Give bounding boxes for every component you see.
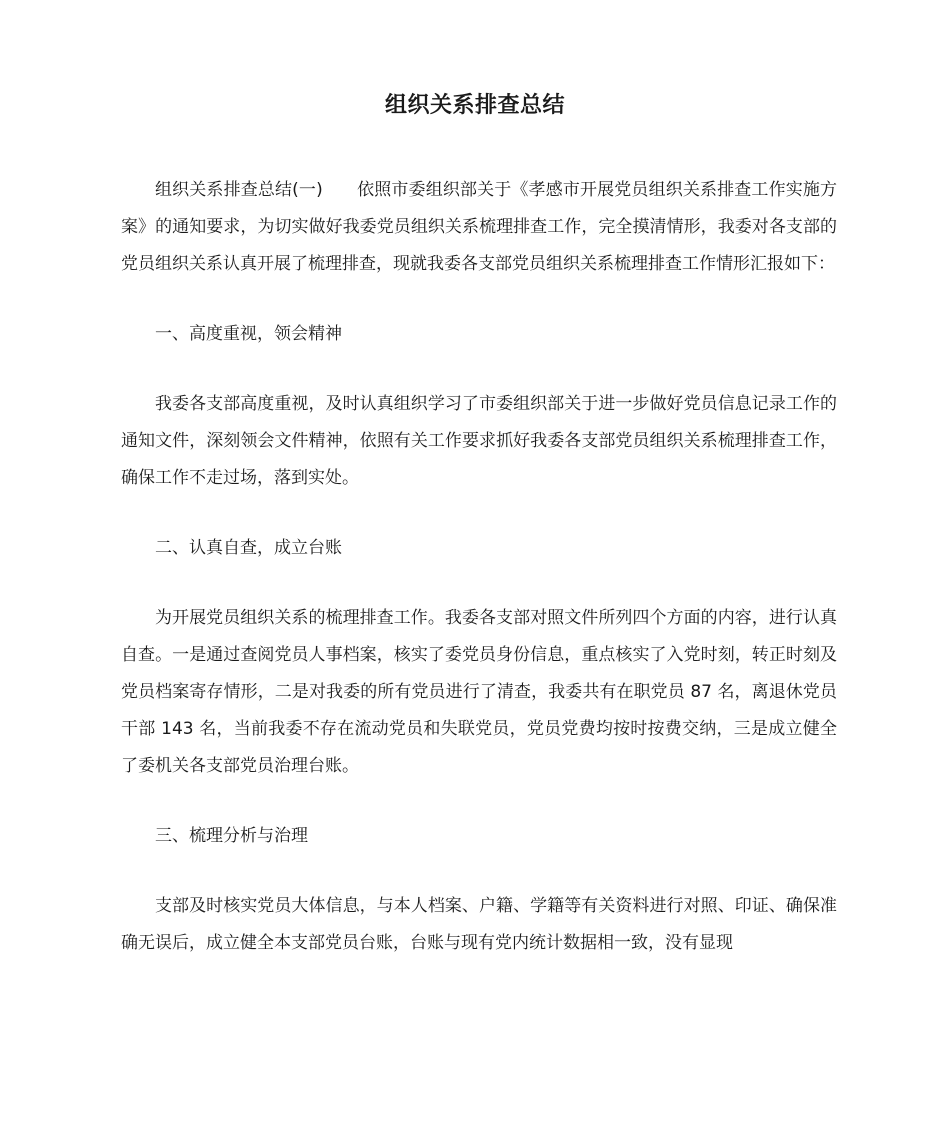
section-body-2: 为开展党员组织关系的梳理排查工作。我委各支部对照文件所列四个方面的内容，进行认真自查。一是通过查阅党员人事档案，核实了委党员身份信息，重点核实了入党时刻，转正时刻及党员档案寄存情形，二是对我委的所有党员进行了清查，我委共有在职党员 87 名，离退休党员干部 143 名，当前我委不存在流动党员和失联党员，党员党费均按时按费交纳，三是成立健全了委机关各支部党员治理台账。 [121,608,837,776]
document-body [121,172,837,962]
section-heading-1: 一、高度重视，领会精神 [155,324,342,344]
section-body-1: 我委各支部高度重视，及时认真组织学习了市委组织部关于进一步做好党员信息记录工作的通知文件，深刻领会文件精神，依照有关工作要求抓好我委各支部党员组织关系梳理排查工作，确保工作不走过场，落到实处。 [121,394,837,488]
paragraph-spacer [121,567,837,600]
section-heading-3: 三、梳理分析与治理 [155,826,308,846]
paragraph-spacer [121,855,837,888]
document-title: 组织关系排查总结 [384,93,565,118]
intro-paragraph: 组织关系排查总结(一) 依照市委组织部关于《孝感市开展党员组织关系排查工作实施方案》的通知要求，为切实做好我委党员组织关系梳理排查工作，完全摸清情形，我委对各支部的党员组织关系认真开展了梳理排查，现就我委各支部党员组织关系梳理排查工作情形汇报如下： [121,180,837,274]
section-body-3: 支部及时核实党员大体信息，与本人档案、户籍、学籍等有关资料进行对照、印证、确保准确无误后，成立健全本支部党员台账，台账与现有党内统计数据相一致，没有显现 [121,896,837,953]
section-heading-2: 二、认真自查，成立台账 [155,538,342,558]
paragraph-spacer [121,283,837,316]
paragraph-spacer [121,353,837,386]
paragraph-spacer [121,497,837,530]
paragraph-spacer [121,785,837,818]
